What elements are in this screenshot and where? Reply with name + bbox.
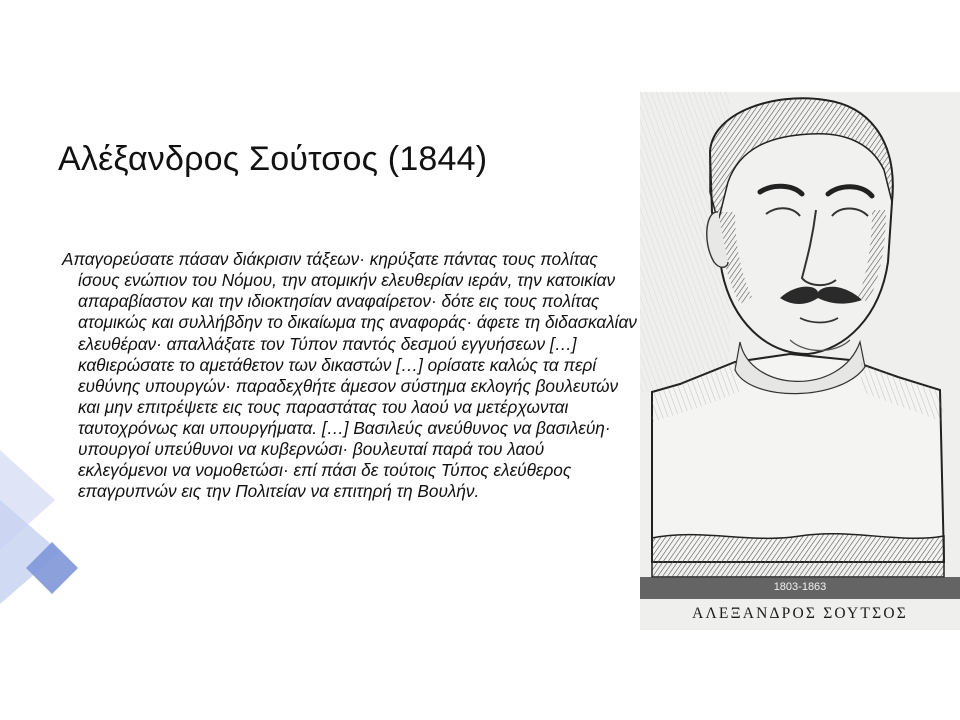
lifespan-years: 1803-1863 (773, 581, 827, 593)
bust-engraving-image (640, 92, 960, 630)
slide-title: Αλέξανδρος Σούτσος (1844) (58, 140, 488, 178)
quote-text: Απαγορεύσατε πάσαν διάκρισιν τάξεων· κηρύξατε πάντας τους πολίτας ίσους ενώπιον του Νόμου, την ατομικήν ελευθερίαν ιεράν, την κατοικίαν απαραβίαστον και την ιδιοκτησίαν αναφαίρετον· δότε εις τους πολίτας ατομικώς και συλλήβδην το δικαίωμα της αναφοράς· άφετε τη διδασκαλίαν ελευθέραν· απαλλάξατε τον Τύπον παντός δεσμού εγγυήσεων […] καθιερώσατε το αμετάθετον των δικαστών […] ορίσατε καλώς τα περί ευθύνης υπουργών· παραδεχθήτε άμεσον σύστημα εκλογής βουλευτών και μην επιτρέψετε εις τους παραστάτας του λαού να μετέρχωνται ταυτοχρόνως και υπουργήματα. […] Βασιλεύς ανεύθυνος να βασιλεύη· υπουργοί υπεύθυνοι να κυβερνώσι· βουλευταί παρά του λαού εκλεγόμενοι να νομοθετώσι· επί πάσι δε τούτοις Τύπος ελεύθερος επαγρυπνών εις την Πολιτείαν να επιτηρή τη Βουλήν. (62, 249, 637, 502)
portrait-engraving (640, 92, 960, 630)
engraved-name-caption: ΑΛΕΞΑΝΔΡΟΣ ΣΟΥΤΣΟΣ (692, 605, 908, 622)
